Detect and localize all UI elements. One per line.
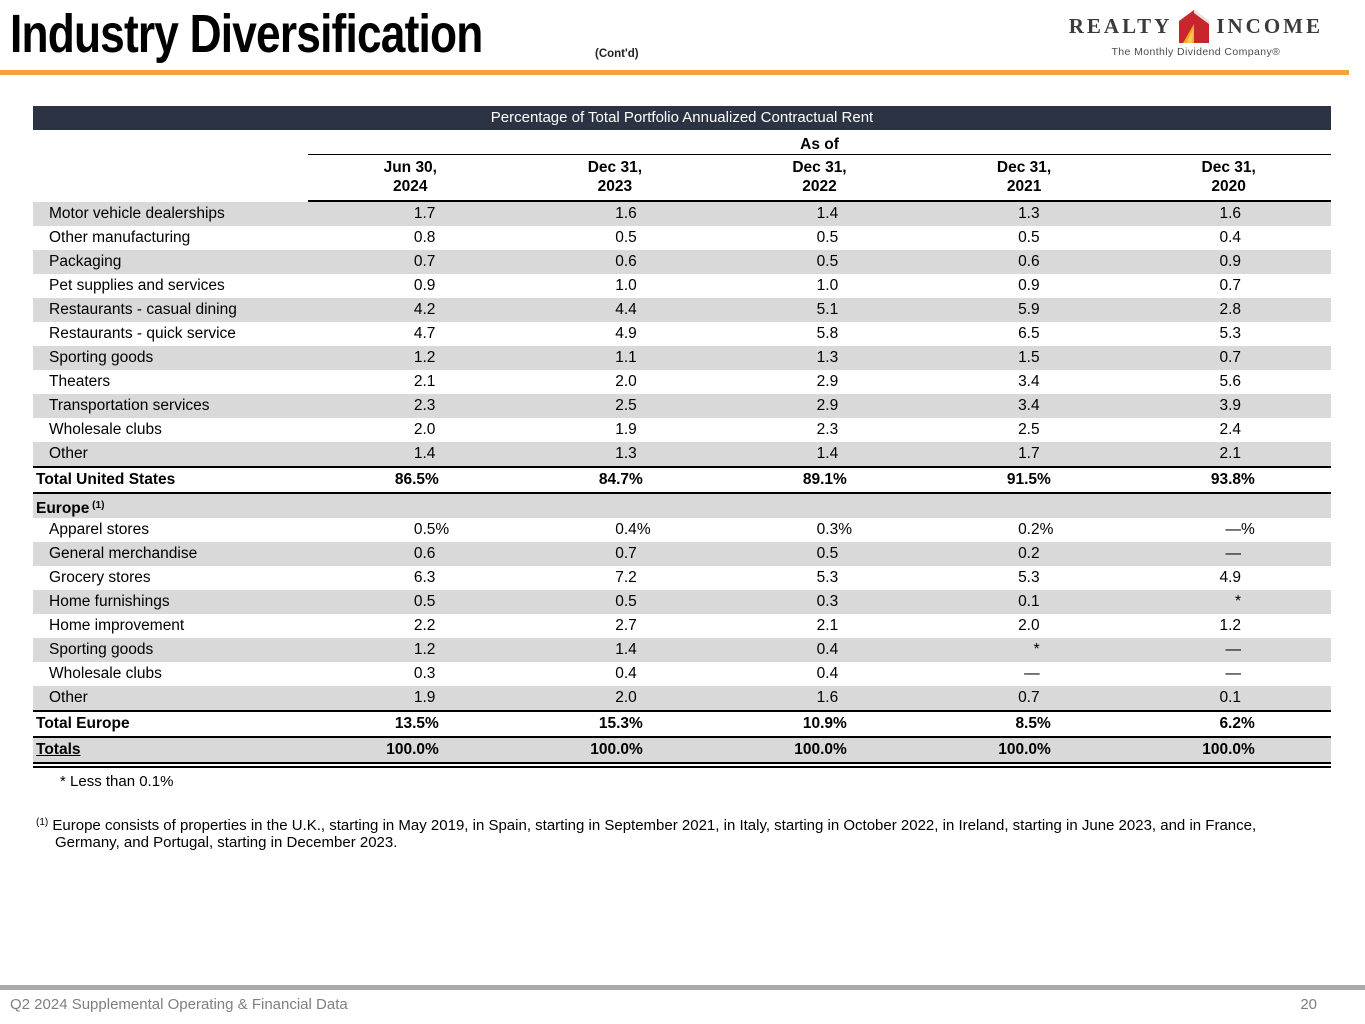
value-cell: 5.9 [1018, 301, 1040, 318]
value-cell: 1.3 [615, 445, 637, 462]
double-rule [33, 766, 1331, 768]
table-row [33, 346, 1331, 370]
value-cell: 2.0 [1018, 617, 1040, 634]
table-row [33, 662, 1331, 686]
value-cell: 1.1 [615, 349, 637, 366]
value-cell: 0.4 [1219, 229, 1242, 246]
value-cell: 6.2 % [1219, 715, 1255, 732]
value-cell: 0.3 % [816, 521, 853, 538]
value-cell: 2.0 [615, 689, 637, 706]
page-title [10, 2, 639, 66]
value-cell: — [1225, 545, 1242, 562]
row-label: Other [49, 445, 88, 462]
value-cell: 1.0 [816, 277, 839, 294]
value-cell: 2.0 [413, 421, 436, 438]
value-cell: 1.6 [816, 689, 839, 706]
value-cell: 0.4 [816, 641, 839, 658]
table-row [33, 442, 1331, 466]
value-cell: — % [1225, 521, 1255, 538]
value-cell: 1.6 [615, 205, 637, 222]
value-cell: 6.5 [1018, 325, 1040, 342]
row-label: Sporting goods [49, 641, 154, 658]
value-cell: 2.9 [816, 373, 839, 390]
value-cell: 0.5 [816, 253, 839, 270]
value-cell: 4.2 [413, 301, 436, 318]
value-cell: 1.6 [1219, 205, 1242, 222]
value-cell: 2.8 [1219, 301, 1242, 318]
value-cell: 1.2 [1219, 617, 1242, 634]
value-cell: 100.0 % [1202, 741, 1255, 758]
value-cell: 1.4 [413, 445, 436, 462]
value-cell: 1.5 [1018, 349, 1040, 366]
column-headers [308, 155, 1331, 202]
value-cell: 0.7 [1219, 277, 1242, 294]
value-cell: 2.1 [413, 373, 436, 390]
column-header: Dec 31, 2020 [1201, 159, 1256, 195]
value-cell: — [1024, 665, 1040, 682]
row-label: Grocery stores [49, 569, 151, 586]
value-cell: 2.3 [816, 421, 839, 438]
value-cell: 1.2 [413, 641, 436, 658]
value-cell: 7.2 [615, 569, 637, 586]
realty-income-logo [1069, 10, 1323, 58]
table-row [33, 686, 1331, 710]
value-cell: 0.4 [816, 665, 839, 682]
value-cell: 6.3 [413, 569, 436, 586]
value-cell: 1.9 [413, 689, 436, 706]
value-cell: 2.1 [1219, 445, 1242, 462]
value-cell: 4.9 [615, 325, 637, 342]
value-cell: 1.4 [816, 445, 839, 462]
value-cell: 0.6 [615, 253, 637, 270]
value-cell: 4.7 [413, 325, 436, 342]
value-cell: 3.4 [1018, 397, 1040, 414]
row-label: Total Europe [36, 715, 130, 732]
page-header [0, 0, 1365, 70]
value-cell: 86.5 % [394, 471, 439, 488]
value-cell: 89.1 % [802, 471, 847, 488]
table-row [33, 638, 1331, 662]
value-cell: — [1225, 641, 1242, 658]
footnote-1-marker: (1) [36, 817, 49, 828]
footnote-star: * Less than 0.1% [60, 773, 174, 790]
table-caption: Percentage of Total Portfolio Annualized Contractual Rent [33, 106, 1331, 130]
accent-rule [0, 70, 1349, 75]
row-label: Other [49, 689, 88, 706]
value-cell: 0.1 [1219, 689, 1242, 706]
row-label: Packaging [49, 253, 122, 270]
value-cell: 0.5 [1018, 229, 1040, 246]
footer-page-number: 20 [1300, 996, 1317, 1013]
value-cell: 2.3 [413, 397, 436, 414]
table-row [33, 274, 1331, 298]
value-cell: 15.3 % [598, 715, 643, 732]
table-row [33, 226, 1331, 250]
row-label: Motor vehicle dealerships [49, 205, 225, 222]
value-cell: 0.6 [1018, 253, 1040, 270]
value-cell: 5.3 [1018, 569, 1040, 586]
footnote-1 [36, 814, 1300, 851]
table-row [33, 494, 1331, 518]
value-cell: 0.7 [1018, 689, 1040, 706]
page-footer [0, 985, 1365, 1013]
value-cell: 1.9 [615, 421, 637, 438]
footnote-1-text: Europe consists of properties in the U.K., starting in May 2019, in Spain, starting in September 2021, in Italy, starting in October 2022, in Ireland, starting in June 2023, and in France, Germany, and Portugal, starting in December 2023. [52, 817, 1257, 851]
page-title-text: Industry Diversification [10, 4, 483, 64]
value-cell: 0.9 [1018, 277, 1040, 294]
column-header: Dec 31, 2023 [587, 159, 643, 195]
rent-diversification-table [33, 106, 1331, 768]
value-cell: 2.2 [413, 617, 436, 634]
table-row [33, 736, 1331, 764]
value-cell: 0.5 % [413, 521, 450, 538]
value-cell: 0.9 [413, 277, 436, 294]
value-cell: 1.3 [1018, 205, 1040, 222]
table-row [33, 202, 1331, 226]
house-icon [1179, 10, 1209, 43]
table-row [33, 710, 1331, 736]
value-cell: 0.5 [413, 593, 436, 610]
row-label: Europe $^{(1)}$ [36, 500, 105, 517]
value-cell: 0.3 [816, 593, 839, 610]
value-cell: 8.5 % [1015, 715, 1051, 732]
value-cell: 0.9 [1219, 253, 1242, 270]
value-cell: 0.7 [615, 545, 637, 562]
row-label: Restaurants - quick service [49, 325, 236, 342]
value-cell: 100.0 % [386, 741, 439, 758]
row-label: Pet supplies and services [49, 277, 225, 294]
table-row [33, 542, 1331, 566]
value-cell: 0.5 [615, 593, 637, 610]
value-cell: 5.3 [816, 569, 839, 586]
table-row [33, 394, 1331, 418]
value-cell: 0.5 [816, 545, 839, 562]
table-row [33, 298, 1331, 322]
value-cell: 100.0 % [998, 741, 1051, 758]
row-label: Home improvement [49, 617, 185, 634]
logo-wordmark [1069, 10, 1323, 43]
row-label: Theaters [49, 373, 111, 390]
value-cell: 1.7 [1018, 445, 1040, 462]
row-label: Totals [36, 741, 81, 758]
value-cell: 13.5 % [394, 715, 439, 732]
table-row [33, 370, 1331, 394]
table-row [33, 590, 1331, 614]
value-cell: 2.5 [615, 397, 637, 414]
value-cell: 5.8 [816, 325, 839, 342]
value-cell: 0.5 [816, 229, 839, 246]
row-label: Wholesale clubs [49, 421, 162, 438]
value-cell: 3.4 [1018, 373, 1040, 390]
value-cell: 2.4 [1219, 421, 1242, 438]
value-cell: 10.9 % [802, 715, 847, 732]
value-cell: 5.3 [1219, 325, 1242, 342]
value-cell: 0.8 [413, 229, 436, 246]
value-cell: 4.9 [1219, 569, 1242, 586]
logo-word-realty: REALTY [1068, 14, 1173, 38]
table-row [33, 250, 1331, 274]
logo-tagline: The Monthly Dividend Company® [1111, 46, 1281, 58]
row-label: Home furnishings [49, 593, 170, 610]
value-cell: 91.5 % [1006, 471, 1051, 488]
value-cell: 5.6 [1219, 373, 1242, 390]
value-cell: 1.7 [413, 205, 436, 222]
value-cell: 2.7 [615, 617, 637, 634]
table-row [33, 566, 1331, 590]
value-cell: 0.6 [413, 545, 436, 562]
column-header: Jun 30, 2024 [383, 159, 437, 195]
value-cell: 2.9 [816, 397, 839, 414]
row-label: Sporting goods [49, 349, 154, 366]
value-cell: 100.0 % [590, 741, 643, 758]
value-cell: 84.7 % [598, 471, 643, 488]
value-cell: * [1234, 593, 1242, 610]
table-row [33, 614, 1331, 638]
value-cell: 0.1 [1018, 593, 1040, 610]
row-label: Wholesale clubs [49, 665, 162, 682]
value-cell: 1.4 [816, 205, 839, 222]
value-cell: 1.4 [615, 641, 637, 658]
value-cell: 4.4 [615, 301, 637, 318]
value-cell: 1.3 [816, 349, 839, 366]
column-header: Dec 31, 2021 [996, 159, 1052, 195]
value-cell: 0.7 [413, 253, 436, 270]
value-cell: 5.1 [816, 301, 839, 318]
value-cell: 1.2 [413, 349, 436, 366]
table-row [33, 518, 1331, 542]
footnote-ref: (1) [89, 500, 105, 511]
row-label: Transportation services [49, 397, 210, 414]
table-body [33, 202, 1331, 764]
footer-document-title: Q2 2024 Supplemental Operating & Financial Data [10, 996, 348, 1013]
value-cell: 0.2 % [1018, 521, 1054, 538]
value-cell: 2.0 [615, 373, 637, 390]
value-cell: * [1033, 641, 1040, 658]
page-title-contd: (Cont'd) [595, 48, 639, 60]
as-of-header: As of [800, 136, 839, 153]
value-cell: 2.5 [1018, 421, 1040, 438]
value-cell: 93.8 % [1210, 471, 1255, 488]
value-cell: 0.2 [1018, 545, 1040, 562]
table-row [33, 322, 1331, 346]
row-label: Total United States [36, 471, 176, 488]
row-label: Other manufacturing [49, 229, 191, 246]
value-cell: 3.9 [1219, 397, 1242, 414]
value-cell: 100.0 % [794, 741, 847, 758]
value-cell: 0.7 [1219, 349, 1242, 366]
value-cell: 0.3 [413, 665, 436, 682]
row-label: Restaurants - casual dining [49, 301, 237, 318]
table-row [33, 466, 1331, 494]
value-cell: 2.1 [816, 617, 839, 634]
value-cell: 1.0 [615, 277, 637, 294]
table-row [33, 418, 1331, 442]
value-cell: 0.4 % [615, 521, 651, 538]
column-header: Dec 31, 2022 [792, 159, 847, 195]
value-cell: 0.5 [615, 229, 637, 246]
value-cell: — [1225, 665, 1242, 682]
logo-word-income: INCOME [1216, 14, 1323, 38]
row-label: General merchandise [49, 545, 198, 562]
row-label: Apparel stores [49, 521, 149, 538]
value-cell: 0.4 [615, 665, 637, 682]
